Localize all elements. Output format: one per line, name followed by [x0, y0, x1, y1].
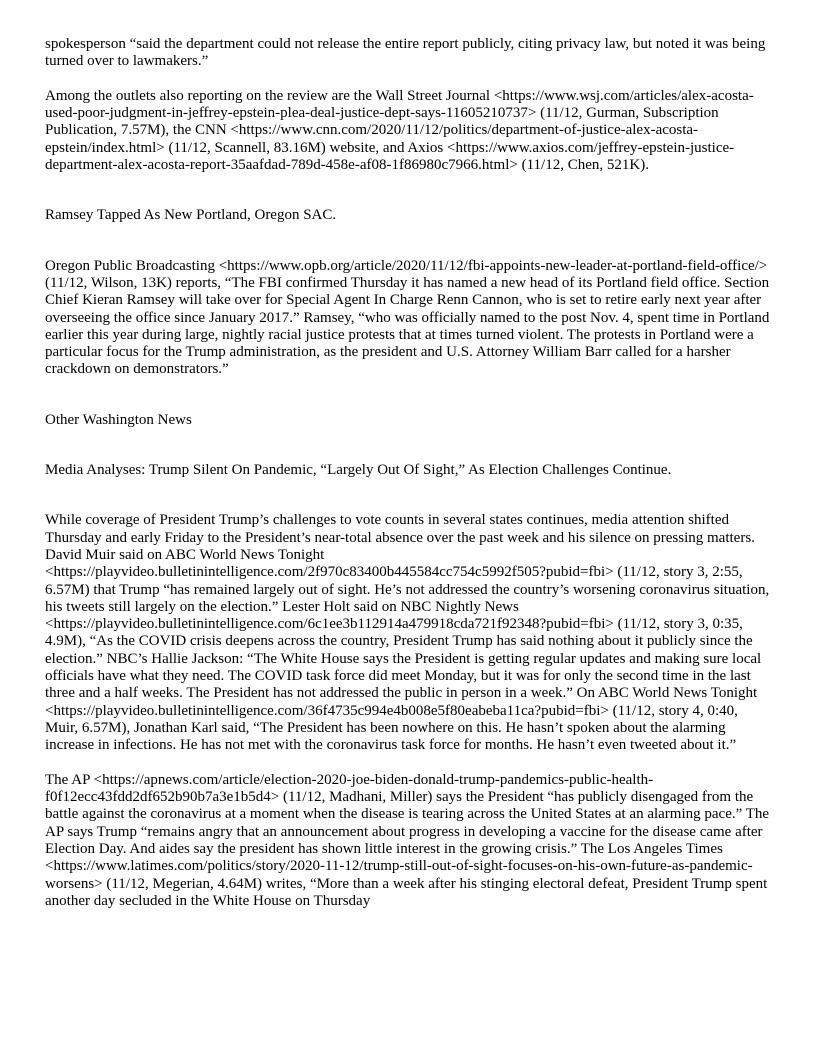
paragraph-ap: The AP <https://apnews.com/article/election-2020-joe-biden-donald-trump-pandemics-public-health-f0f12ecc43fdd2df652b90b7a3e1b5d4> (11/12, Madhani, Miller) says the President “has publicly disengaged from the battle against the coronavirus at a moment when the disease is tearing across the United States at an alarming pace.” The AP says Trump “remains angry that an announcement about progress in developing a vaccine for the disease came after Election Day. And aides say the president has shown little interest in the growing crisis.” The Los Angeles Times <https://www.latimes.com/politics/story/2020-11-12/trump-still-out-of-sight-focuses-on-his-own-future-as-pandemic-worsens> (11/12, Megerian, 4.64M) writes, “More than a week after his stinging electoral defeat, President Trump spent another day secluded in the White House on Thursday: [45, 771, 770, 909]
section-heading-other-washington-news: Other Washington News: [45, 411, 192, 428]
paragraph-continuation: spokesperson “said the department could not release the entire report publicly, citing privacy law, but noted it was being turned over to lawmakers.”: [45, 36, 766, 70]
paragraph-opb: Oregon Public Broadcasting <https://www.opb.org/article/2020/11/12/fbi-appoints-new-leader-at-portland-field-office/> (11/12, Wilson, 13K) reports, “The FBI confirmed Thursday it has named a new head of its Portland field office. Section Chief Kieran Ramsey will take over for Special Agent In Charge Renn Cannon, who is set to retire early next year after overseeing the office since January 2017.” Ramsey, “who was officially named to the post Nov. 4, spent time in Portland earlier this year during large, nightly racial justice protests that at times turned violent. The protests in Portland were a particular focus for the Trump administration, as the president and U.S. Attorney William Barr called for a harsher crackdown on demonstrators.”: [45, 257, 770, 378]
headline-media-analyses: Media Analyses: Trump Silent On Pandemic, “Largely Out Of Sight,” As Election Challenges Continue.: [45, 462, 672, 479]
headline-ramsey: Ramsey Tapped As New Portland, Oregon SAC.: [45, 207, 337, 224]
paragraph-coverage: While coverage of President Trump’s challenges to vote counts in several states continues, media attention shifted Thursday and early Friday to the President’s near-total absence over the past week and his silence on pressing matters. David Muir said on ABC World News Tonight <https://playvideo.bulletinintelligence.com/2f970c83400b445584cc754c5992f505?pubid=fbi> (11/12, story 3, 2:55, 6.57M) that Trump “has remained largely out of sight. He’s not addressed the country’s worsening coronavirus situation, his tweets still largely on the election.” Lester Holt said on NBC Nightly News <https://playvideo.bulletinintelligence.com/6c1ee3b112914a479918cda721f92348?pubid=fbi> (11/12, story 3, 0:35, 4.9M), “As the COVID crisis deepens across the country, President Trump has said nothing about it publicly since the election.” NBC’s Hallie Jackson: “The White House says the President is getting regular updates and making sure local officials have what they need. The COVID task force did meet Monday, but it was for only the second time in the last three and a half weeks. The President has not addressed the public in person in a week.” On ABC World News Tonight <https://playvideo.bulletinintelligence.com/36f4735c994e4b008e5f80eabeba11ca?pubid=fbi> (11/12, story 4, 0:40, Muir, 6.57M), Jonathan Karl said, “The President has been nowhere on this. He hasn’t spoken about the alarming increase in infections. He has not met with the coronavirus task force for months. He hasn’t even tweeted about it.”: [45, 512, 770, 754]
document-page: [45, 36, 773, 910]
paragraph-outlets: Among the outlets also reporting on the review are the Wall Street Journal <https://www.wsj.com/articles/alex-acosta-used-poor-judgment-in-jeffrey-epstein-plea-deal-justice-dept-says-11605210737> (11/12, Gurman, Subscription Publication, 7.57M), the CNN <https://www.cnn.com/2020/11/12/politics/department-of-justice-alex-acosta-epstein/index.html> (11/12, Scannell, 83.16M) website, and Axios <https://www.axios.com/jeffrey-epstein-justice-department-alex-acosta-report-35aafdad-789d-458e-af08-1f86980c7966.html> (11/12, Chen, 521K).: [45, 87, 754, 174]
